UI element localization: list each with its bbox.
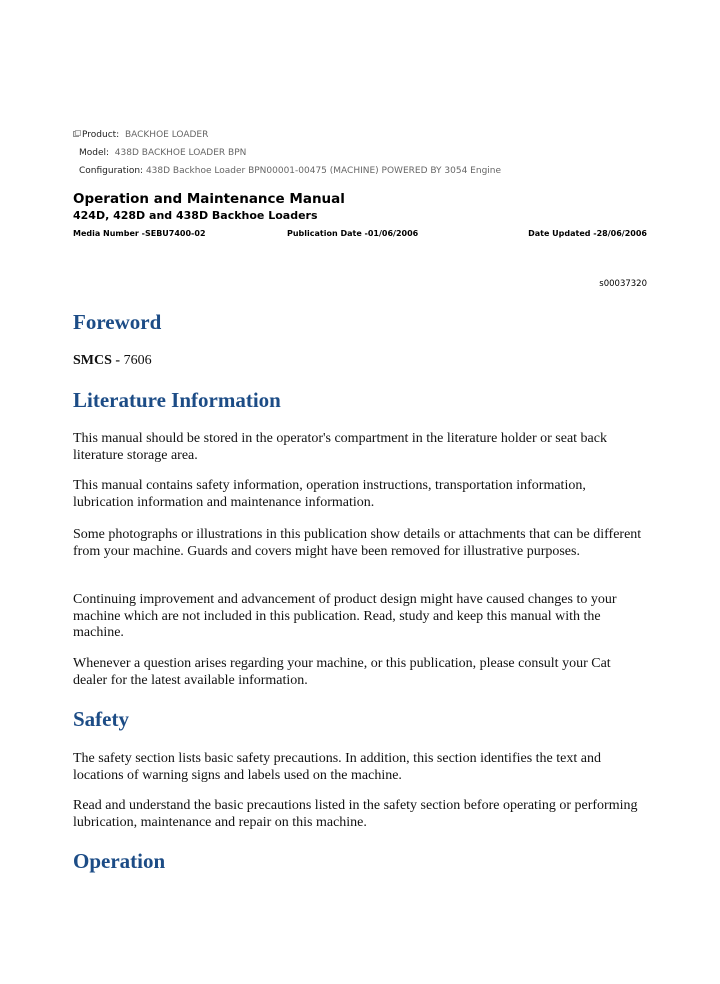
publication-date: Publication Date -01/06/2006 (287, 229, 419, 238)
operation-heading: Operation (73, 849, 166, 873)
paragraph: Read and understand the basic precautions listed in the safety section before operating or performing lubrication, maintenance and repair on this machine. (73, 798, 638, 830)
model-label: Model: (79, 148, 110, 158)
configuration-value: 438D Backhoe Loader BPN00001-00475 (MACHINE) POWERED BY 3054 Engine (145, 166, 502, 176)
smcs-line (73, 353, 152, 369)
foreword-heading: Foreword (73, 310, 162, 334)
paragraph: This manual should be stored in the operator's compartment in the literature holder or seat back literature storage area. (73, 431, 607, 463)
paragraph: The safety section lists basic safety precautions. In addition, this section identifies the text and locations of warning signs and labels used on the machine. (73, 751, 601, 783)
media-number: Media Number -SEBU7400-02 (73, 229, 206, 238)
product-label: Product: (82, 130, 120, 140)
paragraph: Continuing improvement and advancement of product design might have caused changes to your machine which are not included in this publication. Read, study and keep this manual with the machine. (73, 592, 617, 640)
document-subtitle: 424D, 428D and 438D Backhoe Loaders (73, 209, 318, 222)
paragraph: Whenever a question arises regarding your machine, or this publication, please consult your Cat dealer for the latest available information. (73, 656, 611, 688)
configuration-label: Configuration: (79, 166, 144, 176)
model-value: 438D BACKHOE LOADER BPN (114, 148, 247, 158)
paragraph: This manual contains safety information, operation instructions, transportation information, lubrication information and maintenance information. (73, 478, 586, 510)
document-title: Operation and Maintenance Manual (73, 191, 345, 207)
document-id: s00037320 (599, 279, 647, 289)
literature-heading: Literature Information (73, 388, 281, 412)
smcs-value: 7606 (123, 353, 152, 368)
date-updated: Date Updated -28/06/2006 (528, 229, 647, 238)
product-value: BACKHOE LOADER (124, 130, 209, 140)
paragraph: Some photographs or illustrations in this publication show details or attachments that can be different from your machine. Guards and covers might have been removed for illustrative purposes. (73, 527, 642, 559)
model-row (73, 144, 501, 162)
product-icon (73, 130, 81, 138)
smcs-label: SMCS - (73, 353, 121, 368)
safety-heading: Safety (73, 707, 129, 731)
configuration-row (73, 162, 501, 180)
product-info (73, 126, 501, 180)
product-row (73, 126, 501, 144)
